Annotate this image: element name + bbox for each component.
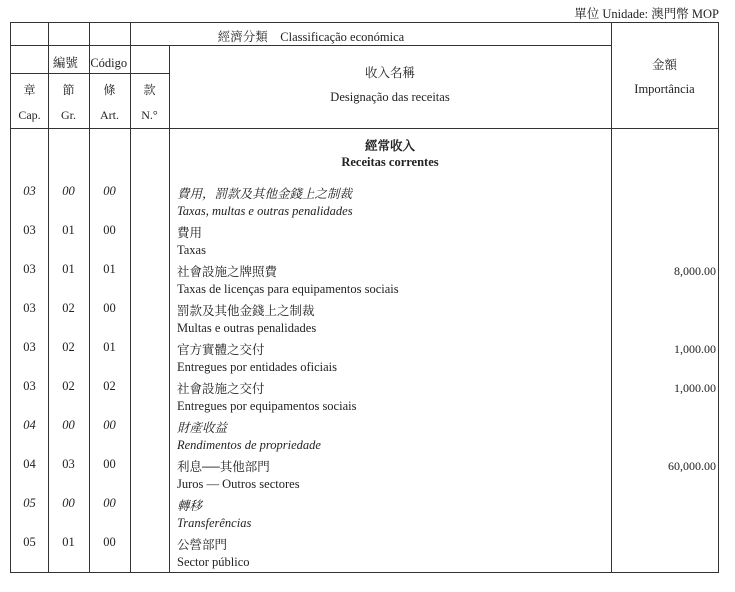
row-desc-pt: Entregues por entidades oficiais	[177, 360, 338, 374]
row-desc-zh: 公營部門	[177, 538, 228, 552]
classification-heading: 經濟分類 Classificação económica	[217, 30, 405, 44]
col-gr-zh: 節	[62, 83, 75, 97]
col-gr-pt: Gr.	[61, 108, 76, 122]
revenue-table	[10, 22, 719, 573]
row-desc-pt: Taxas de licenças para equipamentos sociais	[177, 282, 399, 296]
code-heading: 編號 Código	[52, 56, 128, 70]
row-art: 00	[103, 535, 116, 549]
row-desc-pt: Taxas	[177, 243, 206, 257]
row-gr: 01	[62, 262, 75, 276]
row-art: 00	[103, 184, 116, 198]
row-gr: 00	[62, 184, 75, 198]
col-no-zh: 款	[143, 83, 156, 97]
row-art: 00	[103, 496, 116, 510]
unit-label: 單位 Unidade: 澳門幣 MOP	[574, 7, 719, 21]
row-amount: 1,000.00	[674, 342, 716, 356]
designation-pt: Designação das receitas	[330, 90, 450, 104]
row-cap: 05	[23, 496, 36, 510]
row-art: 01	[103, 262, 116, 276]
row-cap: 03	[23, 262, 36, 276]
row-gr: 03	[62, 457, 75, 471]
section-title-zh: 經常收入	[364, 139, 415, 153]
row-amount: 8,000.00	[674, 264, 716, 278]
col-divider-art	[130, 23, 131, 572]
row-desc-zh: 轉移	[177, 499, 203, 513]
row-cap: 04	[23, 457, 36, 471]
row-gr: 00	[62, 418, 75, 432]
col-divider-gr	[89, 23, 90, 572]
col-cap-pt: Cap.	[18, 108, 41, 122]
row-desc-pt: Sector público	[177, 555, 250, 569]
row-art: 00	[103, 457, 116, 471]
row-art: 00	[103, 223, 116, 237]
row-art: 00	[103, 301, 116, 315]
row-cap: 05	[23, 535, 36, 549]
col-cap-zh: 章	[23, 83, 36, 97]
row-cap: 04	[23, 418, 36, 432]
row-art: 01	[103, 340, 116, 354]
row-desc-pt: Entregues por equipamentos sociais	[177, 399, 357, 413]
row-gr: 02	[62, 301, 75, 315]
code-rule	[11, 73, 169, 74]
row-desc-pt: Multas e outras penalidades	[177, 321, 317, 335]
row-desc-zh: 財產收益	[177, 421, 228, 435]
col-divider-amount	[611, 23, 612, 572]
amount-pt: Importância	[634, 82, 695, 96]
designation-zh: 收入名稱	[364, 66, 415, 80]
row-desc-zh: 費用，罰款及其他金錢上之制裁	[177, 187, 353, 201]
row-gr: 01	[62, 223, 75, 237]
classification-rule	[11, 45, 611, 46]
row-desc-zh: 罰款及其他金錢上之制裁	[177, 304, 315, 318]
row-desc-pt: Juros — Outros sectores	[177, 477, 300, 491]
row-amount: 1,000.00	[674, 381, 716, 395]
row-gr: 01	[62, 535, 75, 549]
col-divider-no	[169, 45, 170, 572]
row-desc-zh: 社會設施之牌照費	[177, 265, 278, 279]
section-title-pt: Receitas correntes	[341, 155, 439, 169]
row-cap: 03	[23, 184, 36, 198]
row-desc-zh: 費用	[177, 226, 203, 240]
col-art-pt: Art.	[100, 108, 119, 122]
row-desc-pt: Rendimentos de propriedade	[177, 438, 321, 452]
row-gr: 00	[62, 496, 75, 510]
row-gr: 02	[62, 379, 75, 393]
row-gr: 02	[62, 340, 75, 354]
amount-zh: 金額	[651, 58, 677, 72]
header-bottom-rule	[11, 128, 718, 129]
col-no-pt: N.°	[141, 108, 158, 122]
row-desc-zh: 社會設施之交付	[177, 382, 265, 396]
row-cap: 03	[23, 223, 36, 237]
col-art-zh: 條	[103, 83, 116, 97]
row-cap: 03	[23, 379, 36, 393]
row-amount: 60,000.00	[668, 459, 716, 473]
row-desc-pt: Taxas, multas e outras penalidades	[177, 204, 353, 218]
row-desc-zh: 官方實體之交付	[177, 343, 265, 357]
col-divider-cap	[48, 23, 49, 572]
row-art: 02	[103, 379, 116, 393]
row-cap: 03	[23, 340, 36, 354]
row-cap: 03	[23, 301, 36, 315]
row-desc-zh: 利息──其他部門	[177, 460, 270, 474]
row-art: 00	[103, 418, 116, 432]
row-desc-pt: Transferências	[177, 516, 252, 530]
